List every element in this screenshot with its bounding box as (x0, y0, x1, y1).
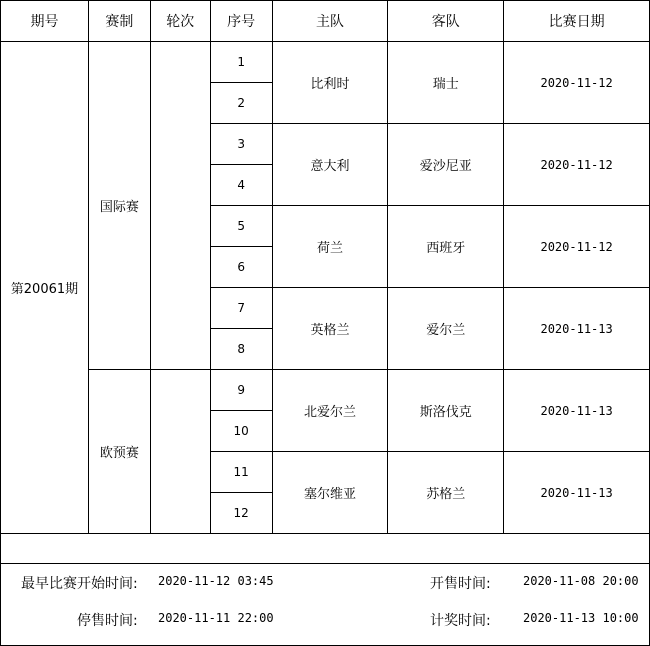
prize-label: 计奖时间: (430, 613, 491, 629)
sale-open-label: 开售时间: (430, 576, 491, 592)
away-team: 爱尔兰 (388, 288, 504, 370)
header-index: 序号 (210, 1, 272, 42)
home-team: 塞尔维亚 (272, 452, 388, 534)
header-round: 轮次 (150, 1, 210, 42)
match-index: 11 (210, 452, 272, 493)
match-index: 5 (210, 206, 272, 247)
match-date: 2020-11-12 (504, 206, 650, 288)
earliest-label: 最早比赛开始时间: (21, 576, 138, 592)
sale-stop-value: 2020-11-11 22:00 (158, 611, 274, 625)
header-away: 客队 (388, 1, 504, 42)
group-name: 国际赛 (88, 42, 150, 370)
header-period: 期号 (1, 1, 89, 42)
header-date: 比赛日期 (504, 1, 650, 42)
header-home: 主队 (272, 1, 388, 42)
header-row (1, 1, 650, 42)
match-index: 2 (210, 83, 272, 124)
group-round (150, 42, 210, 370)
match-index: 3 (210, 124, 272, 165)
match-index: 10 (210, 411, 272, 452)
match-date: 2020-11-13 (504, 288, 650, 370)
home-team: 英格兰 (272, 288, 388, 370)
match-index: 7 (210, 288, 272, 329)
match-index: 1 (210, 42, 272, 83)
match-date: 2020-11-12 (504, 124, 650, 206)
match-index: 6 (210, 247, 272, 288)
match-date: 2020-11-13 (504, 452, 650, 534)
match-index: 12 (210, 493, 272, 534)
sale-open-value: 2020-11-08 20:00 (523, 574, 639, 588)
spacer-cell (1, 534, 650, 564)
spacer-row (1, 534, 650, 564)
away-team: 西班牙 (388, 206, 504, 288)
home-team: 比利时 (272, 42, 388, 124)
period-cell: 第20061期 (1, 42, 89, 534)
sale-stop-label: 停售时间: (77, 613, 138, 629)
group-round (150, 370, 210, 534)
match-date: 2020-11-13 (504, 370, 650, 452)
away-team: 苏格兰 (388, 452, 504, 534)
home-team: 荷兰 (272, 206, 388, 288)
home-team: 北爱尔兰 (272, 370, 388, 452)
match-index: 9 (210, 370, 272, 411)
match-index: 4 (210, 165, 272, 206)
group-name: 欧预赛 (88, 370, 150, 534)
match-index: 8 (210, 329, 272, 370)
prize-value: 2020-11-13 10:00 (523, 611, 639, 625)
home-team: 意大利 (272, 124, 388, 206)
away-team: 爱沙尼亚 (388, 124, 504, 206)
header-system: 赛制 (88, 1, 150, 42)
match-date: 2020-11-12 (504, 42, 650, 124)
away-team: 瑞士 (388, 42, 504, 124)
earliest-value: 2020-11-12 03:45 (158, 574, 274, 588)
away-team: 斯洛伐克 (388, 370, 504, 452)
footer-row-2 (0, 600, 650, 646)
footer-row-1 (0, 564, 650, 600)
